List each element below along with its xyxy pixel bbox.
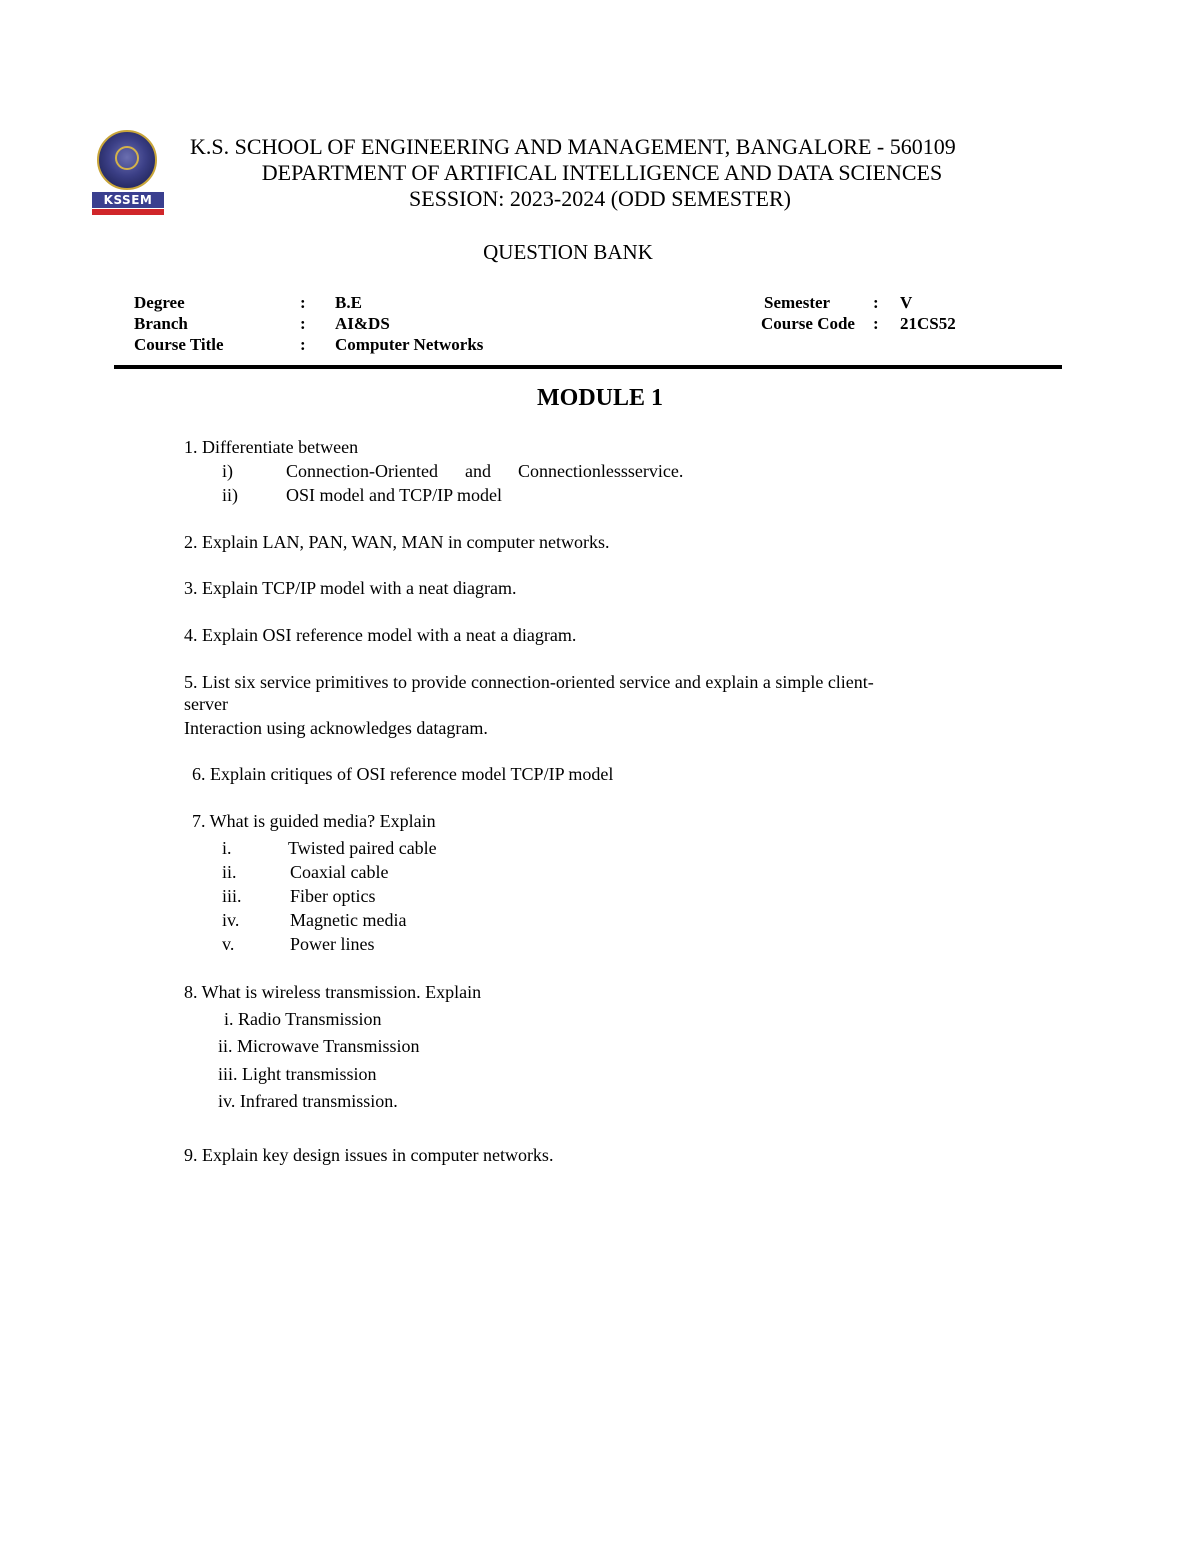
- institution-logo: [92, 130, 164, 218]
- question-7-sub-text: Power lines: [290, 934, 375, 954]
- question-7-sub-text: Twisted paired cable: [288, 838, 437, 858]
- branch-value: AI&DS: [335, 314, 390, 333]
- question-7-sub-num: ii.: [222, 862, 237, 882]
- question-5-line-3: Interaction using acknowledges datagram.: [184, 718, 488, 738]
- question-3: 3. Explain TCP/IP model with a neat diagram.: [184, 578, 517, 598]
- branch-label: Branch: [134, 314, 188, 333]
- logo-ribbon: [92, 209, 164, 215]
- question-7-sub-text: Magnetic media: [290, 910, 407, 930]
- course-title-label: Course Title: [134, 335, 224, 354]
- course-title-separator: :: [300, 335, 306, 354]
- module-title: MODULE 1: [537, 385, 663, 411]
- semester-value: V: [900, 293, 913, 312]
- question-1-sub-text: Connection-Oriented and Connectionlessservice.: [286, 461, 684, 481]
- logo-wordmark: KSSEM: [92, 192, 164, 208]
- course-title-value: Computer Networks: [335, 335, 484, 354]
- question-4: 4. Explain OSI reference model with a neat a diagram.: [184, 625, 577, 645]
- question-7-sub-num: iv.: [222, 910, 240, 930]
- question-8-sub: i. Radio Transmission: [224, 1009, 382, 1029]
- degree-label: Degree: [134, 293, 185, 312]
- course-code-label: Course Code: [761, 314, 855, 333]
- question-7: 7. What is guided media? Explain: [192, 811, 436, 831]
- question-1-sub-num: i): [222, 461, 233, 481]
- semester-label: Semester: [764, 293, 831, 312]
- branch-separator: :: [300, 314, 306, 333]
- degree-separator: :: [300, 293, 306, 312]
- document-title: QUESTION BANK: [483, 240, 653, 264]
- question-8: 8. What is wireless transmission. Explain: [184, 982, 482, 1002]
- question-7-sub-text: Coaxial cable: [290, 862, 389, 882]
- question-1-sub-text: OSI model and TCP/IP model: [286, 485, 502, 505]
- question-8-sub: ii. Microwave Transmission: [218, 1036, 420, 1056]
- question-5-line-2: server: [184, 694, 228, 714]
- course-code-value: 21CS52: [900, 314, 956, 333]
- question-1-sub-num: ii): [222, 485, 238, 505]
- question-7-sub-num: i.: [222, 838, 232, 858]
- question-7-sub-num: v.: [222, 934, 235, 954]
- question-2: 2. Explain LAN, PAN, WAN, MAN in computer networks.: [184, 532, 610, 552]
- question-5-line-1: 5. List six service primitives to provide connection-oriented service and explain a simple client-: [184, 672, 874, 692]
- department-name: DEPARTMENT OF ARTIFICAL INTELLIGENCE AND DATA SCIENCES: [261, 160, 943, 185]
- question-7-sub-num: iii.: [222, 886, 242, 906]
- question-8-sub: iv. Infrared transmission.: [218, 1091, 398, 1111]
- institution-name: K.S. SCHOOL OF ENGINEERING AND MANAGEMENT, BANGALORE - 560109: [190, 134, 956, 159]
- question-6: 6. Explain critiques of OSI reference model TCP/IP model: [192, 764, 614, 784]
- semester-separator: :: [873, 293, 879, 312]
- question-9: 9. Explain key design issues in computer networks.: [184, 1145, 554, 1165]
- institution-seal-icon: [97, 130, 157, 190]
- degree-value: B.E: [335, 293, 362, 312]
- question-1: 1. Differentiate between: [184, 437, 359, 457]
- question-7-sub-text: Fiber optics: [290, 886, 376, 906]
- header-divider: [114, 365, 1062, 369]
- course-code-separator: :: [873, 314, 879, 333]
- session-line: SESSION: 2023-2024 (ODD SEMESTER): [409, 186, 791, 211]
- question-8-sub: iii. Light transmission: [218, 1064, 377, 1084]
